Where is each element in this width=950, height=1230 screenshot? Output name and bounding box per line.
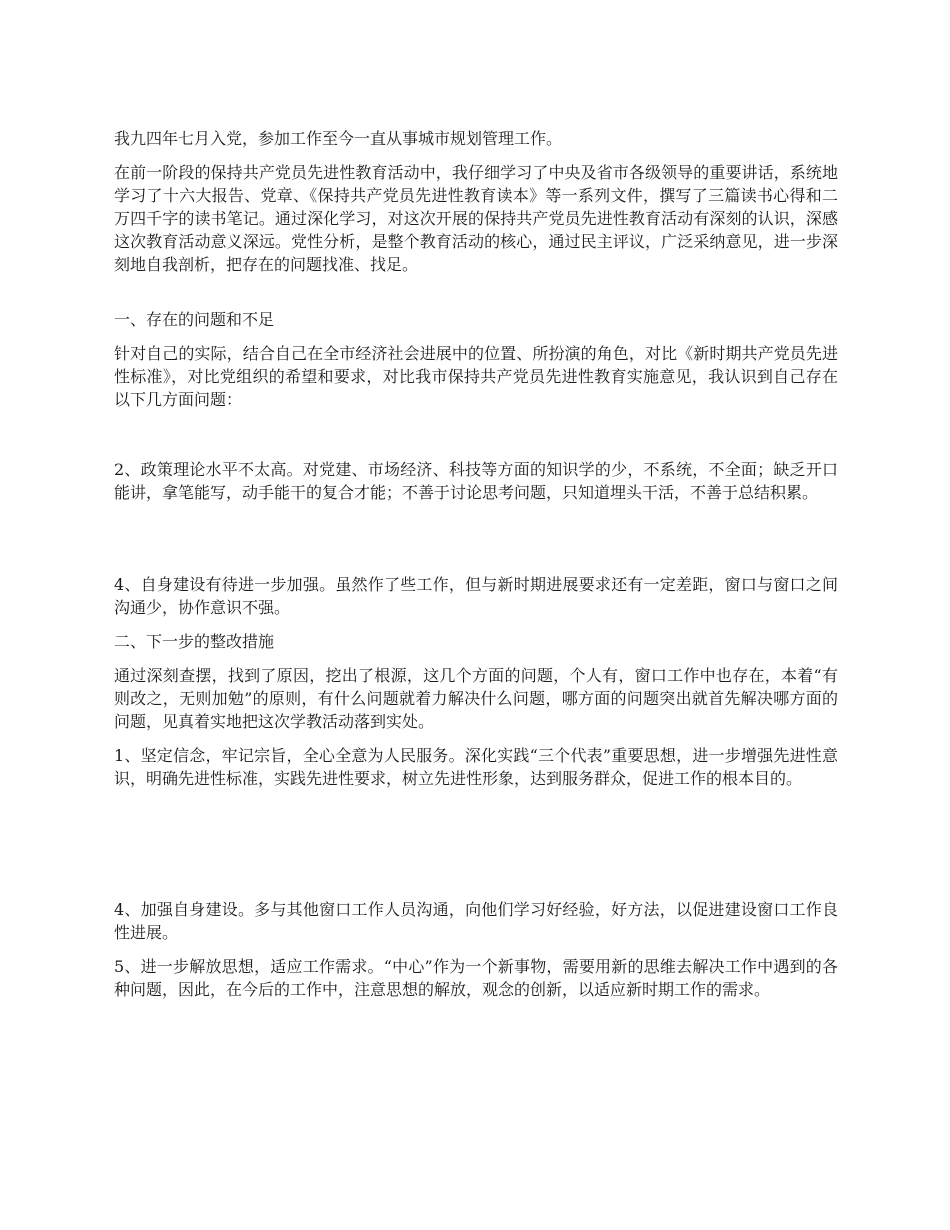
measures-intro-paragraph: 通过深刻查摆，找到了原因，挖出了根源，这几个方面的问题，个人有，窗口工作中也存在，本着“有则改之，无则加勉”的原则，有什么问题就着力解决什么问题，哪方面的问题突出就首先解决哪方面的问题，见真着实地把这次学教活动落到实处。	[114, 666, 838, 731]
measure-item-4: 4、加强自身建设。多与其他窗口工作人员沟通，向他们学习好经验，好方法，以促进建设窗口工作良性进展。	[114, 900, 838, 942]
measure-item-1: 1、坚定信念，牢记宗旨，全心全意为人民服务。深化实践“三个代表”重要思想，进一步增强先进性意识，明确先进性标准，实践先进性要求，树立先进性形象，达到服务群众，促进工作的根本目的。	[114, 746, 838, 788]
problem-item-2: 2、政策理论水平不太高。对党建、市场经济、科技等方面的知识学的少，不系统，不全面；缺乏开口能讲，拿笔能写，动手能干的复合才能；不善于讨论思考问题，只知道埋头干活，不善于总结积累。	[114, 460, 838, 502]
section-heading-measures: 二、下一步的整改措施	[114, 632, 275, 651]
problem-item-4: 4、自身建设有待进一步加强。虽然作了些工作，但与新时期进展要求还有一定差距，窗口与窗口之间沟通少，协作意识不强。	[114, 575, 838, 617]
intro-paragraph: 我九四年七月入党，参加工作至今一直从事城市规划管理工作。	[114, 129, 563, 148]
study-paragraph: 在前一阶段的保持共产党员先进性教育活动中，我仔细学习了中央及省市各级领导的重要讲话，系统地学习了十六大报告、党章、《保持共产党员先进性教育读本》等一系列文件，撰写了三篇读书心得和二万四千字的读书笔记。通过深化学习，对这次开展的保持共产党员先进性教育活动有深刻的认识，深感这次教育活动意义深远。党性分析，是整个教育活动的核心，通过民主评议，广泛采纳意见，进一步深刻地自我剖析，把存在的问题找准、找足。	[114, 163, 838, 274]
problems-intro-paragraph: 针对自己的实际，结合自己在全市经济社会进展中的位置、所扮演的角色，对比《新时期共产党员先进性标准》，对比党组织的希望和要求，对比我市保持共产党员先进性教育实施意见，我认识到自己存在以下几方面问题：	[114, 344, 838, 409]
section-heading-problems: 一、存在的问题和不足	[114, 310, 275, 329]
measure-item-5: 5、进一步解放思想，适应工作需求。“中心”作为一个新事物，需要用新的思维去解决工作中遇到的各种问题，因此，在今后的工作中，注意思想的解放，观念的创新，以适应新时期工作的需求。	[114, 957, 838, 999]
